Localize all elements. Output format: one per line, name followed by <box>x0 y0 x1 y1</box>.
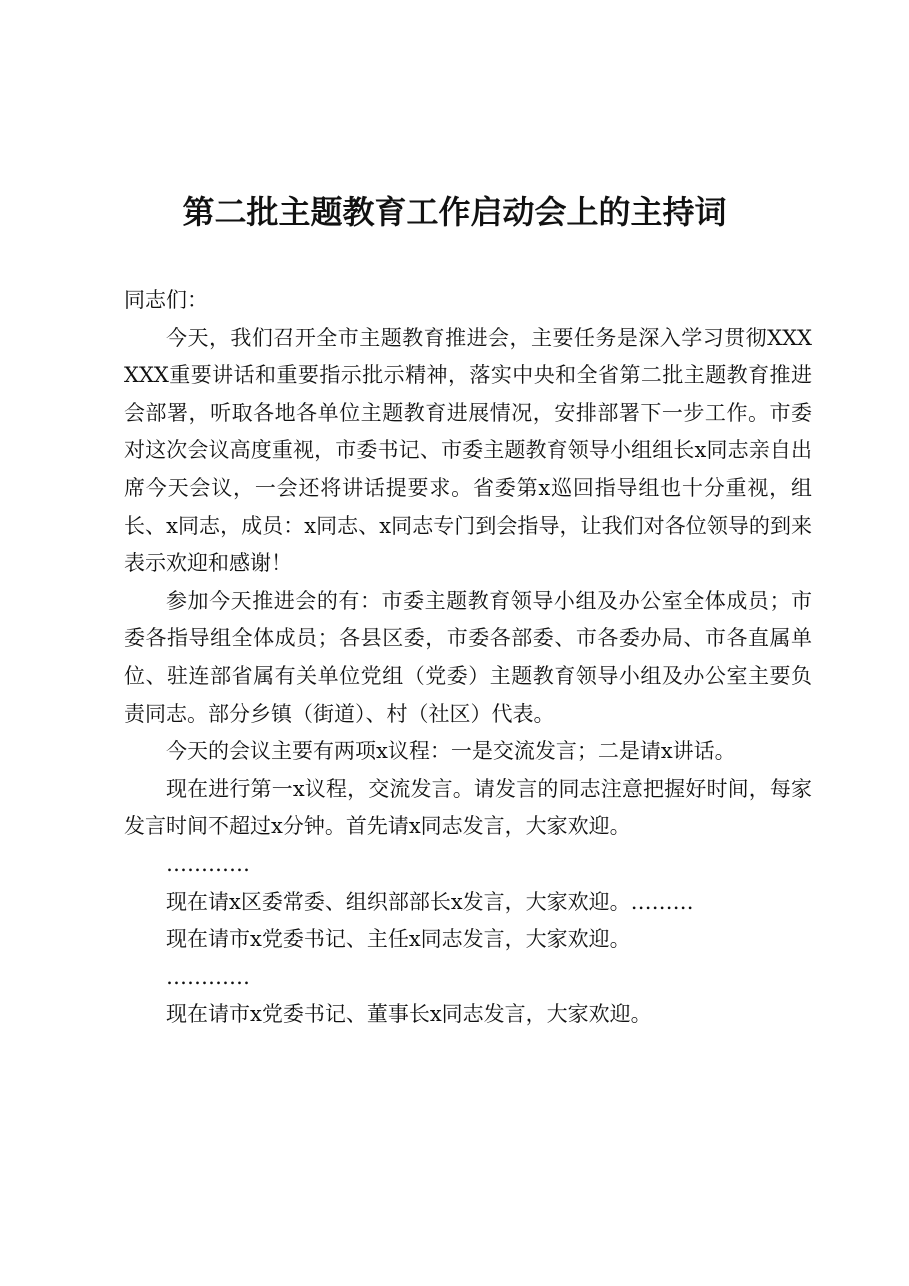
paragraph-speaker-district: 现在请x区委常委、组织部部长x发言，大家欢迎。……… <box>166 889 694 914</box>
document-body <box>124 282 812 1034</box>
paragraph-opening: 今天，我们召开全市主题教育推进会，主要任务是深入学习贯彻XXXXXX重要讲话和重要指示批示精神，落实中央和全省第二批主题教育推进会部署，听取各地各单位主题教育进展情况，安排部署下一步工作。市委对这次会议高度重视，市委书记、市委主题教育领导小组组长x同志亲自出席今天会议，一会还将讲话提要求。省委第x巡回指导组也十分重视，组长、x同志，成员：x同志、x同志专门到会指导，让我们对各位领导的到来表示欢迎和感谢！ <box>124 325 812 576</box>
paragraph-speaker-chairman: 现在请市x党委书记、董事长x同志发言，大家欢迎。 <box>166 1002 652 1027</box>
paragraph-agenda: 今天的会议主要有两项x议程：一是交流发言；二是请x讲话。 <box>166 739 736 764</box>
document-title: 第二批主题教育工作启动会上的主持词 <box>182 193 727 231</box>
salutation: 同志们： <box>124 288 208 312</box>
ellipsis-separator: ………… <box>166 964 250 989</box>
paragraph-speaker-director: 现在请市x党委书记、主任x同志发言，大家欢迎。 <box>166 927 631 952</box>
paragraph-first-item: 现在进行第一x议程，交流发言。请发言的同志注意把握好时间，每家发言时间不超过x分钟。首先请x同志发言，大家欢迎。 <box>124 776 812 839</box>
paragraph-attendees: 参加今天推进会的有：市委主题教育领导小组及办公室全体成员；市委各指导组全体成员；各县区委，市委各部委、市各委办局、市各直属单位、驻连部省属有关单位党组（党委）主题教育领导小组及办公室主要负责同志。部分乡镇（街道）、村（社区）代表。 <box>124 588 812 726</box>
ellipsis-separator: ………… <box>166 851 250 876</box>
